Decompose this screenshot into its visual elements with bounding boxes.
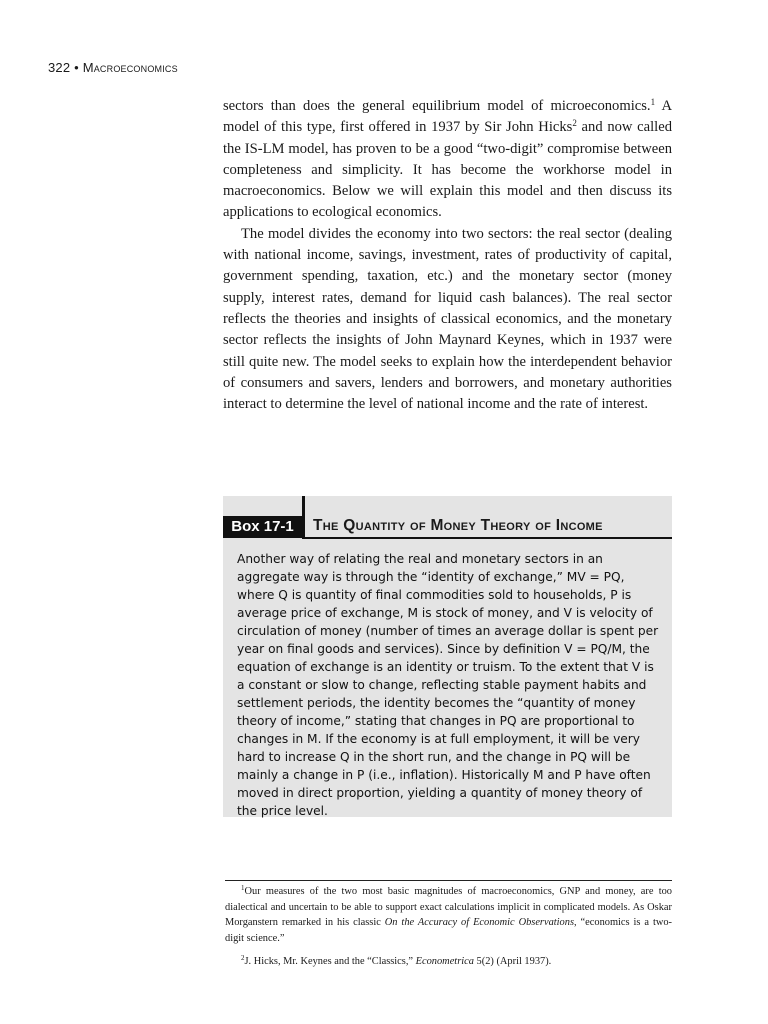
footnote-1 — [225, 884, 672, 946]
footnote-1-text-b: , “economics is a two-digit science.” — [225, 917, 673, 944]
section-title: Macroeconomics — [82, 60, 178, 75]
paragraph-2: The model divides the economy into two sectors: the real sector (dealing with national income, savings, investment, rates of productivity of capital, government spending, taxation, etc.) and the monetary sector (money supply, interest rates, demand for liquid cash balances). The real sector reflects the theories and insights of classical economics, and the monetary sector reflects the insights of John Maynard Keynes, which in 1937 were still quite new. The model seeks to explain how the interdependent behavior of consumers and savers, lenders and borrowers, and monetary authorities interact to determine the level of national income and the rate of interest. — [223, 225, 672, 413]
footnote-2-journal: Econometrica — [415, 956, 474, 967]
box-label: Box 17-1 — [223, 516, 302, 538]
footnote-separator — [225, 880, 672, 881]
paragraph-1-text-c: and now called the IS-LM model, has proven to be a good “two-digit” compromise between completeness and simplicity. It has become the workhorse model in macroeconomics. Below we will explain this model and then discuss its applications to ecological economics. — [223, 119, 673, 221]
footnote-ref-2[interactable]: 2 — [572, 118, 577, 129]
paragraph-1-text-a: sectors than does the general equilibrium model of microeconomics. — [223, 98, 651, 114]
footnote-ref-1[interactable]: 1 — [650, 97, 656, 107]
paragraph-1-text-b: A model of this type, first offered in 1937 by Sir John Hicks — [223, 98, 672, 136]
footnote-2-text-b: 5(2) (April 1937). — [473, 956, 552, 967]
box-title-rule — [302, 537, 672, 539]
footnote-1-text-a: Our measures of the two most basic magnitudes of macroeconomics, GNP and money, are too dialectical and uncertain to be able to support exact calculations implicit in complicated models. As Oskar Morganstern remarked in his classic — [225, 886, 672, 928]
box-title: The Quantity of Money Theory of Income — [313, 517, 603, 534]
footnote-1-number: 1 — [241, 884, 245, 892]
box-body-text: Another way of relating the real and monetary sectors in an aggregate way is through the “identity of exchange,” MV = PQ, where Q is quantity of final commodities sold to households, P is average price of exchange, M is stock of money, and V is velocity of circulation of money (number of times an average dollar is spent per year on final goods and services). Since by definition V = PQ/M, the equation of exchange is an identity or truism. To the extent that V is a constant or slow to change, reflecting stable payment habits and settlement periods, the identity becomes the “quantity of money theory of income,” stating that changes in PQ are proportional to changes in M. If the economy is at full employment, it will be very hard to increase Q in the short run, and the change in PQ will be mainly a change in P (i.e., inflation). Historically M and P have often moved in direct proportion, yielding a quantity of money theory of the price level. — [237, 552, 659, 818]
separator-bullet: • — [74, 60, 79, 75]
sidebar-box — [223, 496, 672, 817]
footnote-1-book-title: On the Accuracy of Economic Observations — [384, 917, 574, 928]
footnotes — [225, 884, 672, 970]
footnote-2 — [225, 954, 672, 970]
running-head — [48, 60, 178, 75]
footnote-2-number: 2 — [241, 954, 245, 962]
page-number: 322 — [48, 60, 71, 75]
body-text — [223, 96, 672, 415]
footnote-2-text-a: J. Hicks, Mr. Keynes and the “Classics,” — [244, 956, 416, 967]
box-label-divider — [302, 496, 305, 538]
paragraph-1 — [223, 96, 672, 224]
